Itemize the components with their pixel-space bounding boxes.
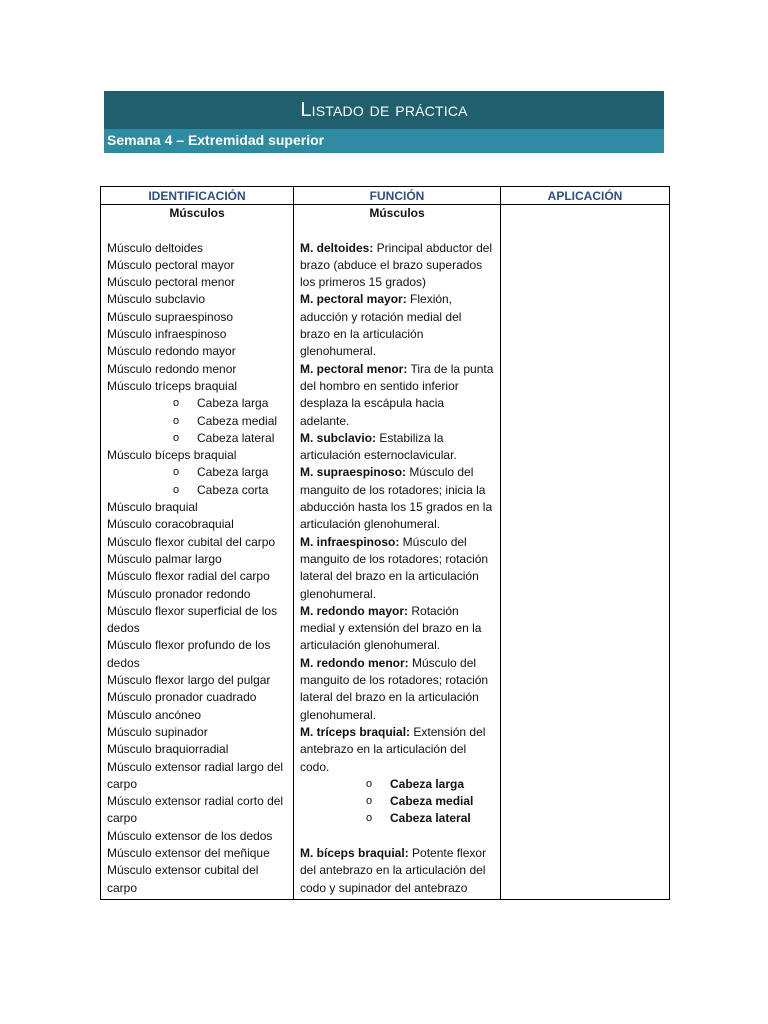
table-header-row — [101, 187, 670, 205]
triceps-head-item — [300, 793, 494, 810]
function-desc: Principal abductor del brazo (abduce el brazo superados los primeros 15 grados) — [300, 240, 493, 290]
triceps-heads-list — [300, 776, 494, 828]
triceps-head-item — [300, 810, 494, 827]
function-term: M. redondo mayor: — [300, 603, 409, 618]
function-term: M. pectoral menor: — [300, 361, 408, 376]
muscle-subitem — [107, 413, 287, 430]
title-banner — [104, 91, 664, 129]
muscle-item: Músculo coracobraquial — [107, 517, 234, 532]
muscle-item: Músculo flexor cubital del carpo — [107, 534, 276, 549]
function-desc: Estabiliza la articulación esternoclavicular. — [300, 430, 457, 463]
muscle-item: Músculo braquial — [107, 500, 198, 515]
muscle-subitem — [107, 482, 287, 499]
muscle-item: Músculo redondo menor — [107, 361, 237, 376]
function-term: M. bíceps braquial: — [300, 845, 409, 860]
muscle-item: Músculo extensor cubital del carpo — [107, 863, 259, 895]
column-header-aplicacion: APLICACIÓN — [501, 187, 670, 205]
muscle-item: Músculo redondo mayor — [107, 344, 236, 359]
subtitle-banner — [104, 129, 664, 153]
function-entry — [300, 291, 494, 360]
function-entry — [300, 361, 494, 430]
function-entry — [300, 603, 494, 655]
muscle-item: Músculo pectoral menor — [107, 275, 236, 290]
muscle-item: Músculo palmar largo — [107, 551, 222, 566]
function-desc: Rotación medial y extensión del brazo en la articulación glenohumeral. — [300, 603, 482, 653]
muscle-item: Músculo pectoral mayor — [107, 257, 235, 272]
muscle-item: Músculo flexor largo del pulgar — [107, 673, 271, 688]
muscle-subitem — [107, 464, 287, 481]
muscle-subitem-label: Cabeza corta — [197, 482, 269, 497]
identificacion-section-title: Músculos — [169, 206, 225, 220]
muscle-item: Músculo infraespinoso — [107, 327, 227, 342]
triceps-head-label: Cabeza lateral — [390, 811, 471, 826]
function-entry — [300, 430, 494, 465]
function-desc: Tira de la punta del hombro en sentido inferior desplaza la escápula hacia adelante. — [300, 361, 494, 428]
function-term: M. redondo menor: — [300, 655, 409, 670]
muscle-subitem-label: Cabeza larga — [197, 465, 269, 480]
function-entry — [300, 464, 494, 533]
function-term: M. tríceps braquial: — [300, 724, 411, 739]
muscle-item: Músculo braquiorradial — [107, 742, 229, 757]
function-entry — [300, 655, 494, 724]
muscle-item: Músculo supraespinoso — [107, 309, 234, 324]
muscle-item: Músculo supinador — [107, 724, 208, 739]
column-header-funcion: FUNCIÓN — [294, 187, 501, 205]
page-title: Listado de práctica — [300, 99, 468, 121]
table-row — [101, 205, 670, 900]
muscle-subitem-label: Cabeza lateral — [197, 430, 275, 445]
triceps-head-label: Cabeza medial — [390, 794, 474, 809]
function-entry — [300, 240, 494, 292]
funcion-section-title: Músculos — [369, 206, 425, 220]
muscle-item: Músculo extensor del meñique — [107, 845, 270, 860]
function-entry — [300, 845, 494, 897]
muscle-item: Músculo extensor radial corto del carpo — [107, 794, 284, 826]
muscle-item: Músculo flexor profundo de los dedos — [107, 638, 271, 670]
muscle-subitem — [107, 430, 287, 447]
muscle-subitem — [107, 395, 287, 412]
column-header-identificacion: IDENTIFICACIÓN — [101, 187, 294, 205]
muscle-item: Músculo pronador redondo — [107, 586, 251, 601]
function-term: M. supraespinoso: — [300, 465, 407, 480]
muscle-subitem-label: Cabeza larga — [197, 396, 269, 411]
muscle-item: Músculo bíceps braquial — [107, 448, 237, 463]
muscle-item: Músculo extensor radial largo del carpo — [107, 759, 284, 791]
page-subtitle: Semana 4 – Extremidad superior — [107, 132, 325, 148]
function-desc: Extensión del antebrazo en la articulación del codo. — [300, 724, 486, 774]
function-desc: Músculo del manguito de los rotadores; rotación lateral del brazo en la articulación glenohumeral. — [300, 655, 489, 722]
funcion-cell — [294, 205, 501, 900]
function-desc: Potente flexor del antebrazo en la articulación del codo y supinador del antebrazo — [300, 845, 487, 895]
function-desc: Flexión, aducción y rotación medial del brazo en la articulación glenohumeral. — [300, 292, 462, 359]
function-term: M. deltoides: — [300, 240, 374, 255]
function-term: M. pectoral mayor: — [300, 292, 407, 307]
muscle-item: Músculo tríceps braquial — [107, 378, 238, 393]
practice-table — [100, 186, 670, 900]
function-desc: Músculo del manguito de los rotadores; rotación lateral del brazo en la articulación glenohumeral. — [300, 534, 489, 601]
muscle-item: Músculo extensor de los dedos — [107, 828, 273, 843]
function-term: M. infraespinoso: — [300, 534, 400, 549]
muscle-list — [107, 240, 287, 897]
identificacion-cell — [101, 205, 294, 900]
muscle-item: Músculo subclavio — [107, 292, 206, 307]
function-list — [300, 240, 494, 776]
function-entry — [300, 534, 494, 603]
function-desc: Músculo del manguito de los rotadores; inicia la abducción hasta los 15 grados en la articulación glenohumeral. — [300, 465, 493, 532]
aplicacion-cell — [501, 205, 670, 900]
spacer — [300, 828, 494, 845]
muscle-item: Músculo deltoides — [107, 240, 204, 255]
triceps-head-label: Cabeza larga — [390, 776, 465, 791]
triceps-head-item — [300, 776, 494, 793]
function-entry — [300, 724, 494, 776]
muscle-item: Músculo pronador cuadrado — [107, 690, 257, 705]
function-term: M. subclavio: — [300, 430, 377, 445]
muscle-subitem-label: Cabeza medial — [197, 413, 278, 428]
muscle-item: Músculo flexor radial del carpo — [107, 569, 270, 584]
muscle-item: Músculo flexor superficial de los dedos — [107, 603, 278, 636]
muscle-item: Músculo ancóneo — [107, 707, 202, 722]
